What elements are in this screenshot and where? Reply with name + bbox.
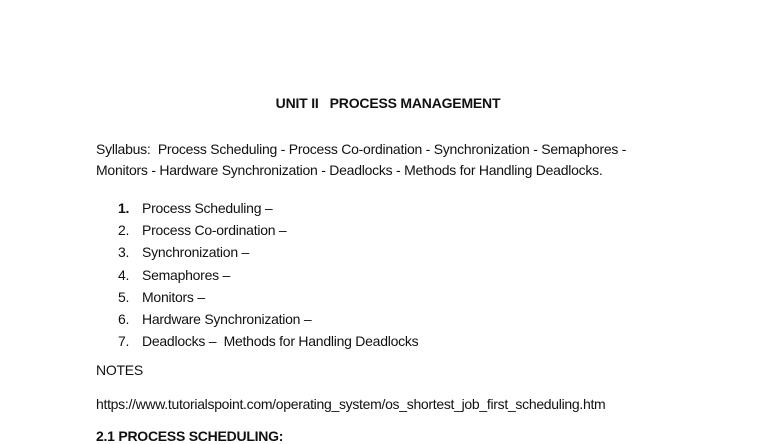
syllabus-line: Syllabus: Process Scheduling - Process Co-ordination - Synchronization - Semaphores - [96, 141, 627, 157]
list-item-text: Semaphores – [142, 266, 231, 283]
list-item-number: 2. [118, 222, 130, 239]
list-item [118, 287, 418, 309]
notes-label: NOTES [96, 362, 143, 378]
list-item-number: 1. [118, 200, 130, 216]
list-item [118, 265, 418, 287]
topics-list [118, 198, 418, 353]
list-item-number: 7. [118, 333, 130, 350]
list-item-number: 3. [118, 244, 130, 261]
notes-url-link[interactable]: https://www.tutorialspoint.com/operating_system/os_shortest_job_first_scheduling.htm [96, 396, 606, 412]
list-item [118, 309, 418, 331]
list-item [118, 242, 418, 264]
list-item-text: Deadlocks – Methods for Handling Deadlocks [142, 333, 419, 350]
list-item [118, 220, 418, 242]
list-item-number: 5. [118, 288, 130, 305]
list-item-number: 6. [118, 310, 130, 327]
list-item-text: Hardware Synchronization – [142, 310, 312, 327]
list-item-text: Process Co-ordination – [142, 222, 287, 239]
list-item-text: Monitors – [142, 288, 205, 305]
list-item-text: Synchronization – [142, 244, 250, 261]
list-item [118, 331, 418, 353]
list-item-text: Process Scheduling – [142, 200, 273, 216]
syllabus-line: Monitors - Hardware Synchronization - Deadlocks - Methods for Handling Deadlocks. [96, 162, 603, 178]
document-title: UNIT II PROCESS MANAGEMENT [275, 95, 501, 111]
syllabus-paragraph [96, 139, 696, 181]
list-item-number: 4. [118, 266, 130, 283]
list-item [118, 198, 418, 220]
section-heading: 2.1 PROCESS SCHEDULING: [96, 428, 284, 444]
